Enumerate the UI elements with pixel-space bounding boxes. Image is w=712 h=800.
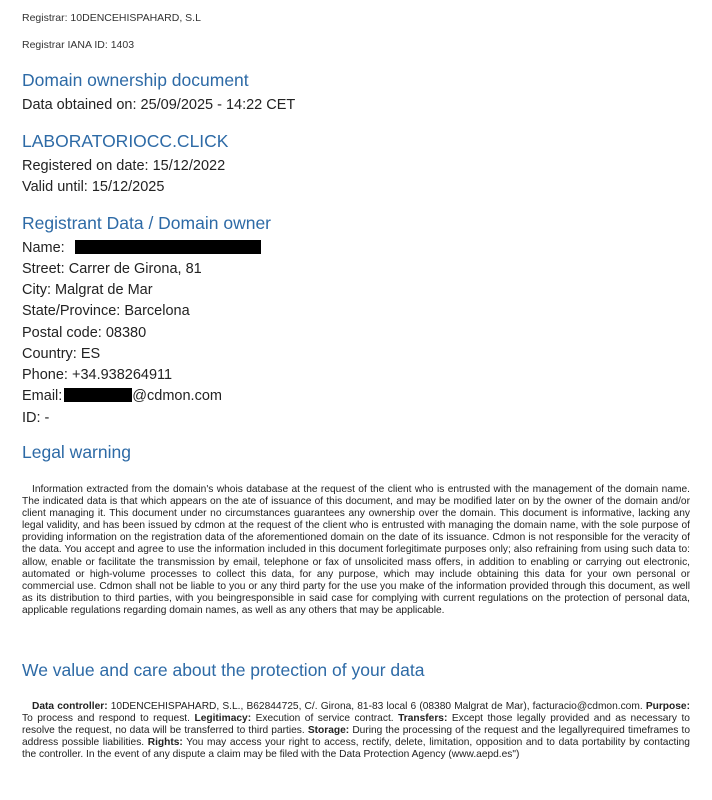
valid-until-date: Valid until: 15/12/2025 — [22, 179, 165, 195]
transfers-label: Transfers: — [398, 713, 448, 725]
storage-label: Storage: — [307, 725, 350, 737]
legal-warning-text: Information extracted from the domain's whois database at the request of the client who is entrusted with the management of the domain name. The indicated data is that which appears on the ate of issuance of this document, and may be modified later on by the owner of the domain and/or client managing it. This document under no circumstances guarantees any ownership over the domain. This document is informative, lacking any legal validity, and has been issued by cdmon at the request of the client who is entrusted with managing the domain name, with the sole purpose of providing information on the registration data of the aforementioned domain on the date of its issuance. Cdmon is not responsible for the veracity of the data. You accept and agree to use the information included in this document forlegitimate purposes only; also refraining from using such data to: allow, enable or facilitate the transmission by email, telephone or fax of unsolicited mass offers, in addition to enabling or carrying out electronic, automated or high-volume processes to collect this data, for any purpose, which may include obtaining this data for your own personal or commercial use. Cdmon shall not be liable to you or any third party for the use you make of the information provided through this document, as well as its distribution to third parties, with you beingresponsible in said case for complying with current regulations on the protection of personal data, applicable regulations regarding domain names, as well as any others that may be applicable. — [22, 484, 690, 616]
name-label: Name: — [22, 240, 65, 256]
transfers-text: Except those legally provided and as necessary to resolve the request, no data will be transferred to third parties. — [22, 713, 690, 737]
controller-label: Data controller: — [32, 701, 108, 712]
registrant-heading: Registrant Data / Domain owner — [22, 213, 271, 233]
domain-name-heading: LABORATORIOCC.CLICK — [22, 131, 229, 151]
registrant-street: Street: Carrer de Girona, 81 — [22, 261, 202, 277]
registrar-line: Registrar: 10DENCEHISPAHARD, S.L — [22, 12, 201, 24]
registrant-email — [22, 388, 222, 404]
privacy-text — [22, 701, 690, 761]
obtained-date: Data obtained on: 25/09/2025 - 14:22 CET — [22, 97, 296, 113]
controller-text: 10DENCEHISPAHARD, S.L., B62844725, C/. Girona, 81-83 local 6 (08380 Malgrat de Mar), facturacio@cdmon.com. — [110, 701, 643, 712]
legitimacy-text: Execution of service contract. — [255, 713, 394, 725]
registrant-country: Country: ES — [22, 346, 101, 362]
registrant-postal-code: Postal code: 08380 — [22, 325, 147, 341]
email-redaction — [64, 388, 132, 402]
registrant-phone: Phone: +34.938264911 — [22, 367, 173, 383]
rights-text: You may access your right to access, rectify, delete, limitation, opposition and to data portability by contacting the controller. In the event of any dispute a claim may be filed with the Data Protection Agency (www.aepd.es") — [22, 737, 690, 761]
purpose-text: To process and respond to request. — [22, 713, 190, 725]
email-label: Email: — [22, 388, 63, 404]
privacy-heading: We value and care about the protection of your data — [22, 660, 425, 680]
purpose-label: Purpose: — [645, 701, 690, 712]
rights-label: Rights: — [147, 737, 183, 749]
registrant-id: ID: - — [22, 410, 50, 426]
name-redaction — [75, 240, 261, 254]
email-domain: @cdmon.com — [132, 388, 222, 404]
registrant-state: State/Province: Barcelona — [22, 303, 190, 319]
legal-warning-heading: Legal warning — [22, 442, 131, 462]
iana-id-line: Registrar IANA ID: 1403 — [22, 39, 135, 51]
registrant-city: City: Malgrat de Mar — [22, 282, 153, 298]
registered-date: Registered on date: 15/12/2022 — [22, 158, 226, 174]
registrant-name — [22, 240, 261, 256]
legitimacy-label: Legitimacy: — [194, 713, 252, 725]
storage-text: During the processing of the request and the legallyrequired timeframes to address possible liabilities. — [22, 725, 690, 749]
document-title: Domain ownership document — [22, 70, 249, 90]
